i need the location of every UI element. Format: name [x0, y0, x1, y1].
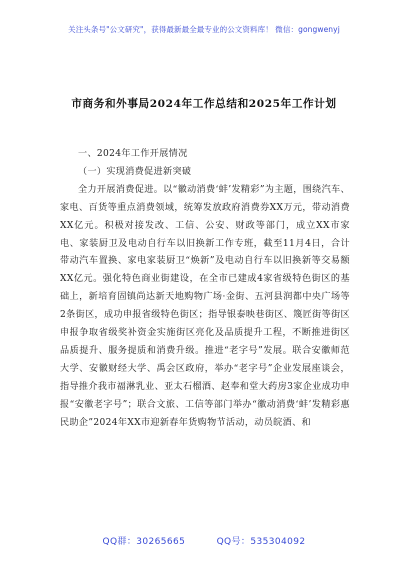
qq-number: 535304092 [250, 537, 306, 547]
subsection-heading: （一）实现消费促进新突破 [78, 166, 192, 177]
footer-contact [0, 534, 408, 547]
qq-group-number: 30265665 [136, 537, 186, 547]
document-title: 市商务和外事局2024年工作总结和2025年工作计划 [71, 98, 337, 110]
qq-info [217, 537, 306, 547]
qq-group-info [103, 537, 186, 547]
document-body [60, 146, 350, 433]
header-banner: 关注头条号"公文研究"，获得最新最全最专业的公文资料库！ 微信：gongwenyj [68, 25, 340, 34]
qq-group-label: QQ群： [102, 537, 137, 547]
body-paragraph: 全力开展消费促进。以“徽动消费‘蚌’发精彩”为主题，围绕汽车、家电、百货等重点消费领域，统筹发放政府消费券XX万元，带动消费XX亿元。积极对接发改、工信、公安、财政等部门，成立XX市家电、家装厨卫及电动自行车以旧换新工作专班，截至11月4日，合计带动汽车置换、家电家装厨卫“焕新”及电动自行车以旧换新等交易额XX亿元。强化特色商业街建设，在全市已建成4家省级特色街区的基础上，新培育固镇尚达新天地购物广场·金街、五河县润都中央广场等2条街区，成功申报省级特色街区；指导银泰映巷街区、篾匠街等街区申报争取省级奖补资金实施街区亮化及品质提升工程，不断推进街区品质提升、服务提质和消费升级。推进“老字号”发展。联合安徽师范大学、安徽财经大学、禹会区政府，举办“老字号”企业发展座谈会，指导推介我市福淋乳业、亚太石榴酒、赵奉和堂大药房3家企业成功申报“安徽老字号”；联合文旅、工信等部门举办“徽动消费‘蚌’发精彩惠民助企”2024年XX市迎新春年货购物节活动，动员皖酒、和 [60, 184, 350, 428]
section-heading: 一、2024年工作开展情况 [78, 149, 188, 159]
qq-label: QQ号： [216, 537, 251, 547]
